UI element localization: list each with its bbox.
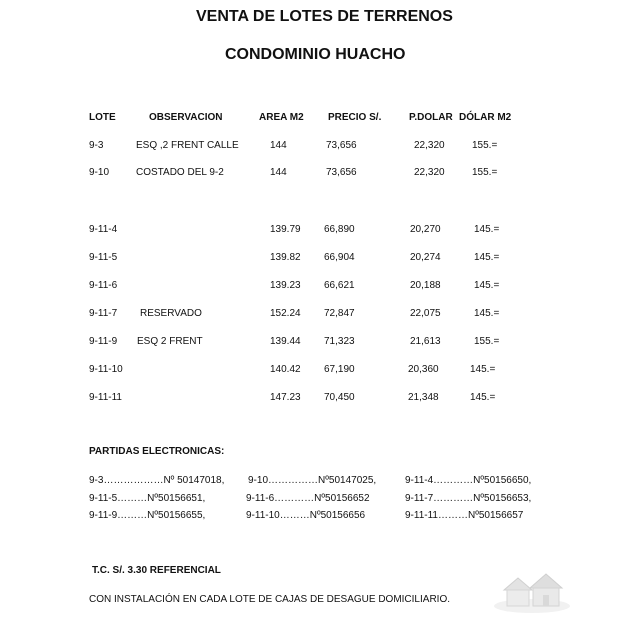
document-title: VENTA DE LOTES DE TERRENOS (196, 8, 453, 25)
exchange-rate: T.C. S/. 3.30 REFERENCIAL (92, 565, 221, 576)
cell-lote: 9-3 (89, 140, 104, 151)
cell-dolar-m2: 145.= (470, 364, 496, 375)
col-header-observacion: OBSERVACION (149, 112, 223, 123)
col-header-area: AREA M2 (259, 112, 304, 123)
partida-entry: 9-11-6…………Nº50156652 (246, 493, 370, 504)
partida-entry: 9-11-9………Nº50156655, (89, 510, 206, 521)
cell-observacion: COSTADO DEL 9-2 (136, 167, 224, 178)
cell-precio: 67,190 (324, 364, 355, 375)
cell-area: 144 (270, 167, 287, 178)
cell-precio: 72,847 (324, 308, 355, 319)
cell-dolar-m2: 155.= (474, 336, 500, 347)
installation-note: CON INSTALACIÓN EN CADA LOTE DE CAJAS DE DESAGUE DOMICILIARIO. (89, 594, 450, 605)
cell-dolar-m2: 155.= (472, 167, 498, 178)
document-subtitle: CONDOMINIO HUACHO (225, 46, 406, 63)
cell-lote: 9-11-11 (89, 392, 122, 403)
cell-area: 139.44 (270, 336, 301, 347)
cell-pdolar: 21,613 (410, 336, 441, 347)
cell-area: 140.42 (270, 364, 301, 375)
cell-area: 152.24 (270, 308, 301, 319)
col-header-precio: PRECIO S/. (328, 112, 382, 123)
cell-dolar-m2: 155.= (472, 140, 498, 151)
cell-pdolar: 21,348 (408, 392, 439, 403)
cell-precio: 70,450 (324, 392, 355, 403)
cell-pdolar: 20,274 (410, 252, 441, 263)
cell-area: 139.82 (270, 252, 301, 263)
cell-pdolar: 22,320 (414, 140, 445, 151)
partida-entry: 9-3………………Nº 50147018, (89, 475, 225, 486)
col-header-pdolar: P.DOLAR (409, 112, 453, 123)
cell-lote: 9-11-5 (89, 252, 118, 263)
cell-area: 147.23 (270, 392, 301, 403)
cell-area: 144 (270, 140, 287, 151)
cell-dolar-m2: 145.= (474, 280, 500, 291)
cell-area: 139.23 (270, 280, 301, 291)
cell-lote: 9-11-4 (89, 224, 118, 235)
cell-lote: 9-11-10 (89, 364, 123, 375)
col-header-lote: LOTE (89, 112, 116, 123)
cell-precio: 73,656 (326, 167, 357, 178)
partida-entry: 9-11-7…………Nº50156653, (405, 493, 532, 504)
col-header-dolar-m2: DÓLAR M2 (459, 112, 512, 123)
cell-lote: 9-11-7 (89, 308, 118, 319)
cell-precio: 66,904 (324, 252, 355, 263)
partida-entry: 9-11-10………Nº50156656 (246, 510, 366, 521)
cell-pdolar: 20,188 (410, 280, 441, 291)
cell-precio: 66,621 (324, 280, 355, 291)
cell-area: 139.79 (270, 224, 301, 235)
partida-entry: 9-10……………Nº50147025, (248, 475, 377, 486)
cell-precio: 71,323 (324, 336, 355, 347)
partida-entry: 9-11-5………Nº50156651, (89, 493, 206, 504)
house-watermark-icon (492, 568, 572, 614)
cell-observacion: ESQ ,2 FRENT CALLE (136, 140, 239, 151)
cell-pdolar: 20,270 (410, 224, 441, 235)
cell-pdolar: 22,320 (414, 167, 445, 178)
cell-dolar-m2: 145.= (474, 252, 500, 263)
cell-dolar-m2: 145.= (470, 392, 496, 403)
partidas-title: PARTIDAS ELECTRONICAS: (89, 446, 225, 457)
cell-dolar-m2: 145.= (474, 224, 500, 235)
cell-precio: 73,656 (326, 140, 357, 151)
cell-precio: 66,890 (324, 224, 355, 235)
cell-pdolar: 22,075 (410, 308, 441, 319)
cell-pdolar: 20,360 (408, 364, 439, 375)
cell-lote: 9-11-9 (89, 336, 118, 347)
cell-dolar-m2: 145.= (474, 308, 500, 319)
cell-lote: 9-11-6 (89, 280, 118, 291)
cell-observacion: RESERVADO (140, 308, 202, 319)
partida-entry: 9-11-11………Nº50156657 (405, 510, 524, 521)
partida-entry: 9-11-4…………Nº50156650, (405, 475, 532, 486)
cell-observacion: ESQ 2 FRENT (137, 336, 203, 347)
cell-lote: 9-10 (89, 167, 110, 178)
